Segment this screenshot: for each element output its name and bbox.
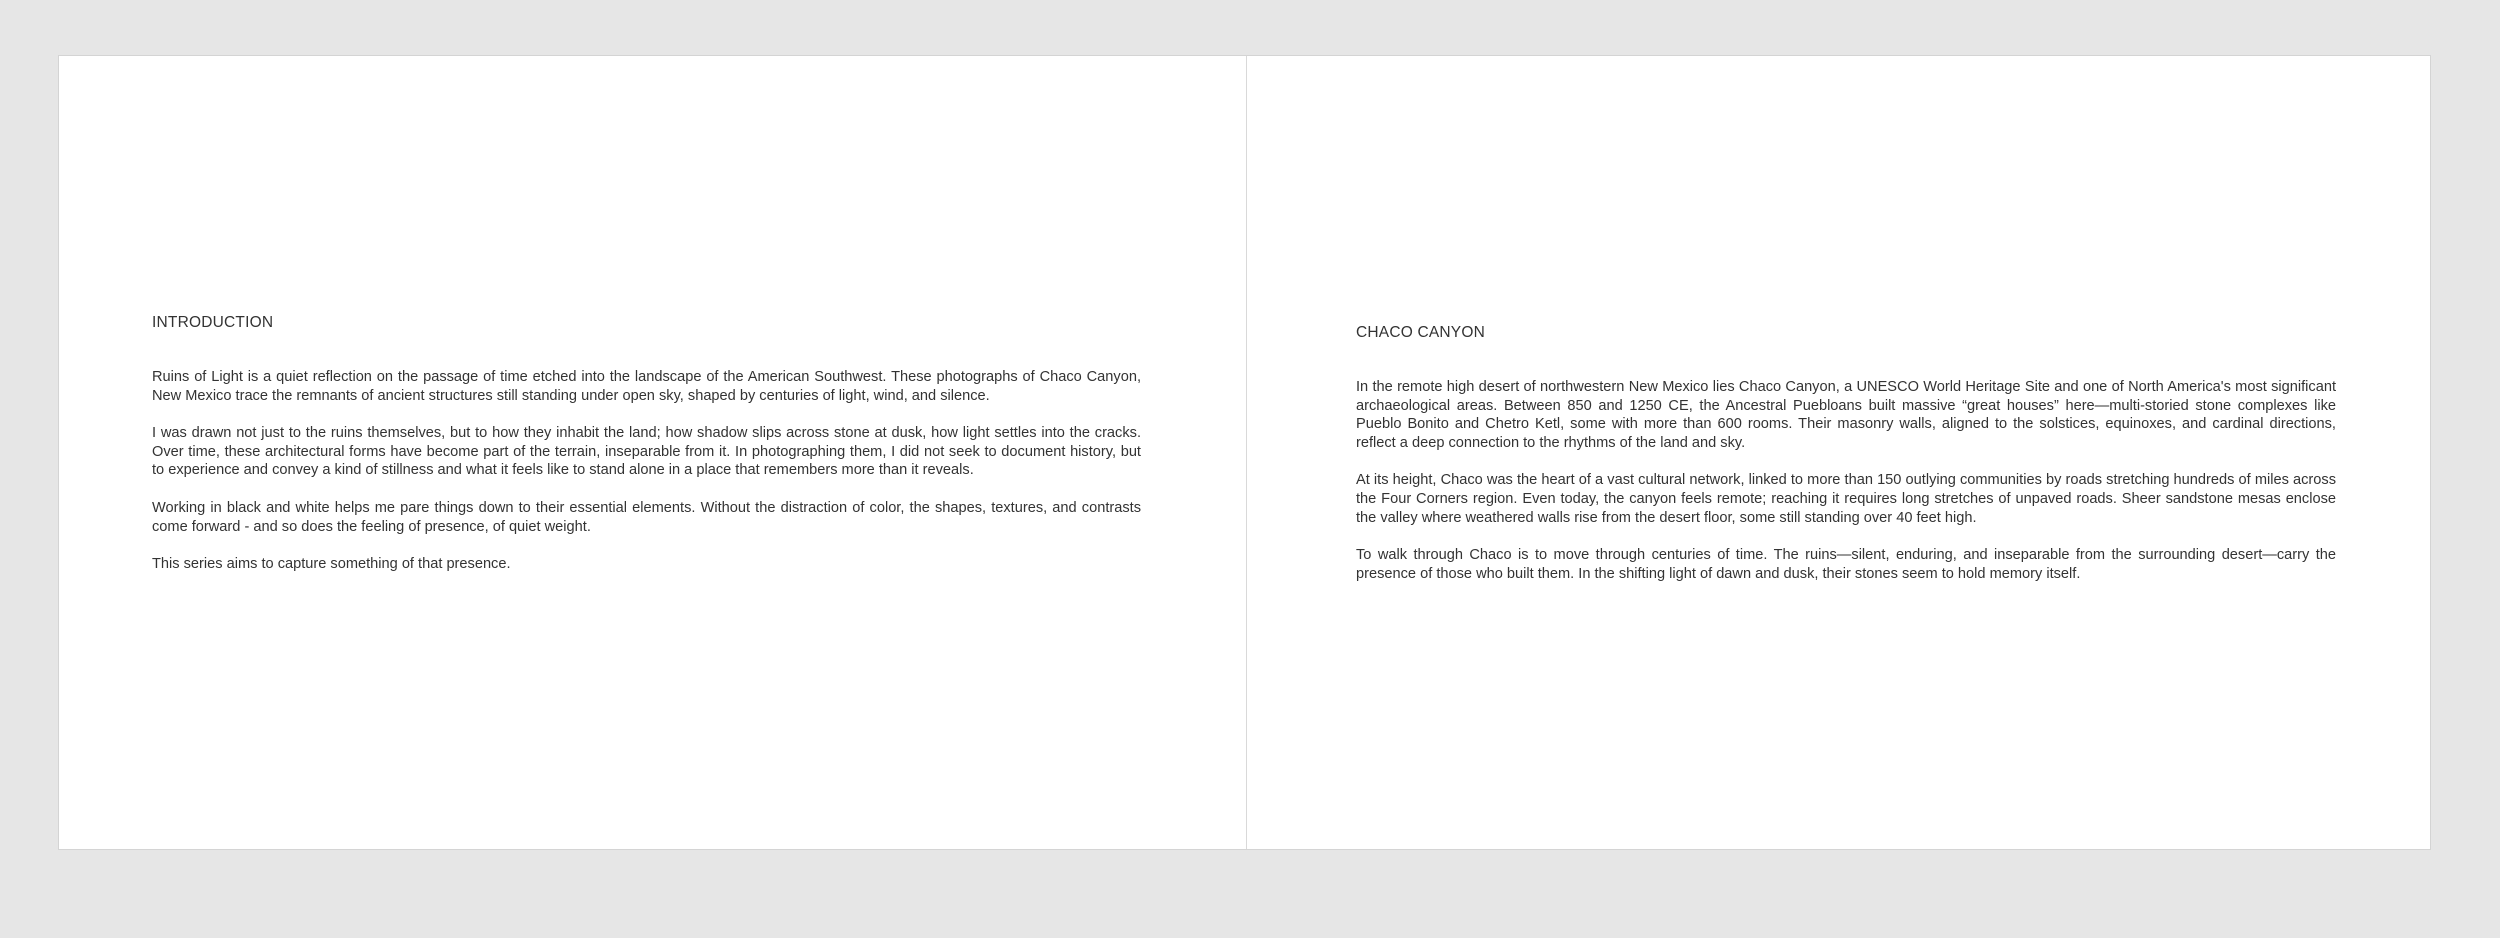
intro-paragraph-4: This series aims to capture something of that presence. [152, 556, 511, 573]
intro-paragraph-1: Ruins of Light is a quiet reflection on the passage of time etched into the landscape of the American Southwest. These photographs of Chaco Canyon, New Mexico trace the remnants of ancient structures still standing under open sky, shaped by centuries of light, wind, and silence. [152, 369, 1141, 404]
right-page [1247, 56, 2432, 849]
book-spread [58, 55, 2431, 850]
chaco-paragraph-3: To walk through Chaco is to move through centuries of time. The ruins—silent, enduring, and inseparable from the surrounding desert—carry the presence of those who built them. In the shifting light of dawn and dusk, their stones seem to hold memory itself. [1356, 547, 2336, 582]
chaco-canyon-section [1356, 323, 2336, 602]
chaco-paragraph-2: At its height, Chaco was the heart of a vast cultural network, linked to more than 150 outlying communities by roads stretching hundreds of miles across the Four Corners region. Even today, the canyon feels remote; reaching it requires long stretches of unpaved roads. Sheer sandstone mesas enclose the valley where weathered walls rise from the desert floor, some still standing over 40 feet high. [1356, 472, 2336, 526]
chaco-paragraph-1: In the remote high desert of northwestern New Mexico lies Chaco Canyon, a UNESCO World Heritage Site and one of North America's most significant archaeological areas. Between 850 and 1250 CE, the Ancestral Puebloans built massive “great houses” here—multi-storied stone complexes like Pueblo Bonito and Chetro Ketl, some with more than 600 rooms. Their masonry walls, aligned to the solstices, equinoxes, and cardinal directions, reflect a deep connection to the rhythms of the land and sky. [1356, 379, 2336, 451]
chaco-canyon-heading: CHACO CANYON [1356, 324, 1485, 341]
intro-paragraph-2: I was drawn not just to the ruins themselves, but to how they inhabit the land; how shadow slips across stone at dusk, how light settles into the cracks. Over time, these architectural forms have become part of the terrain, inseparable from it. In photographing them, I did not seek to document history, but to experience and convey a kind of stillness and what it feels like to stand alone in a place that remembers more than it reveals. [152, 425, 1141, 479]
introduction-section [152, 313, 1141, 593]
left-page [59, 56, 1246, 849]
intro-paragraph-3: Working in black and white helps me pare things down to their essential elements. Without the distraction of color, the shapes, textures, and contrasts come forward - and so does the feeling of presence, of quiet weight. [152, 499, 1141, 535]
introduction-heading: INTRODUCTION [152, 314, 274, 331]
